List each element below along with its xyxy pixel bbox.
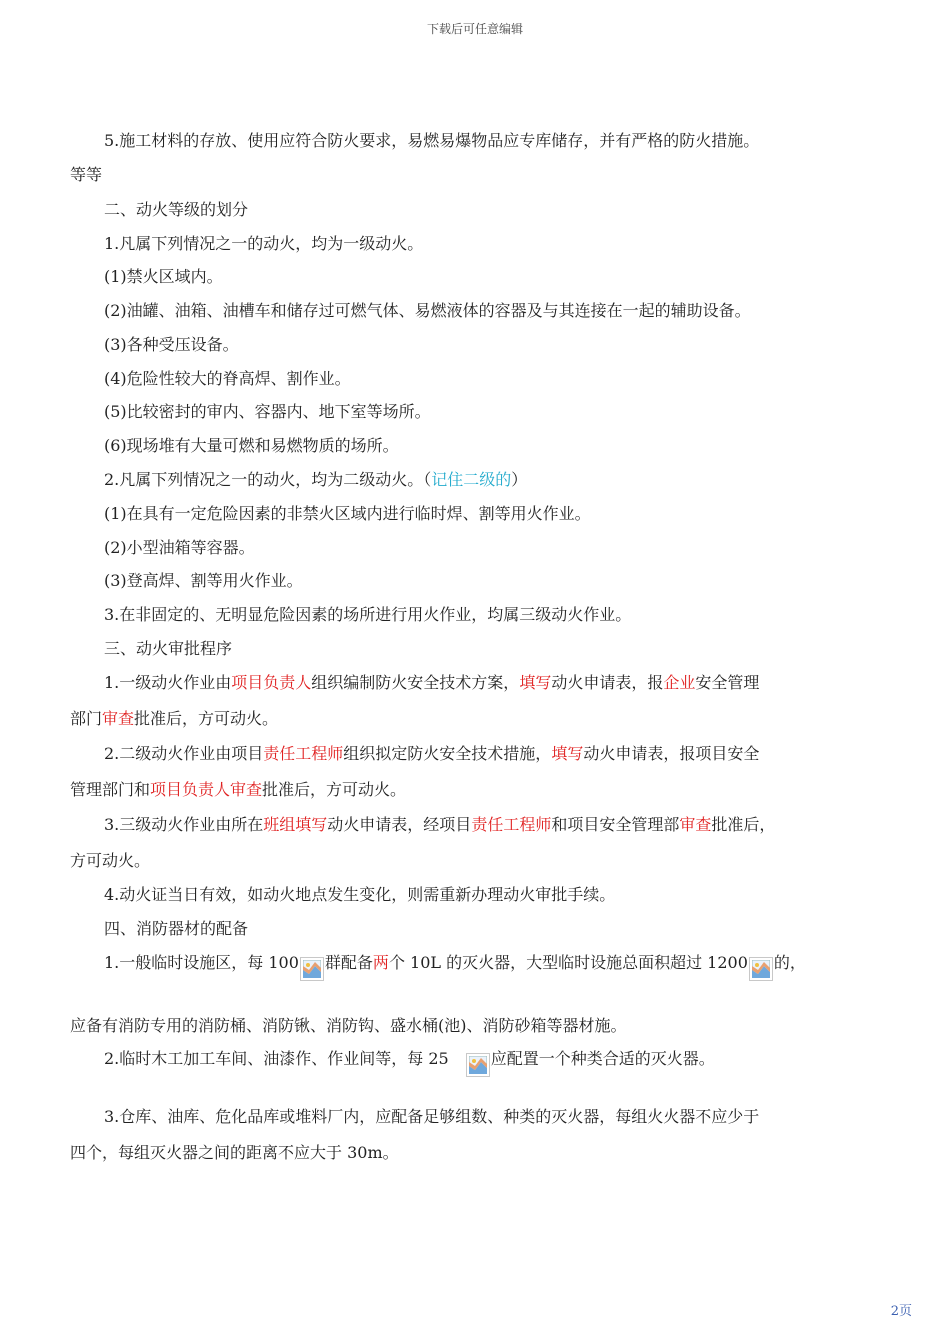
paragraph-line — [104, 953, 924, 981]
list-item: (4)危险性较大的脊高焊、割作业。 — [104, 369, 351, 388]
broken-image-icon — [300, 957, 324, 981]
text-run: 组织编制防火安全技术方案， — [311, 673, 520, 692]
paragraph-line: 应备有消防专用的消防桶、消防锹、消防钩、盛水桶(池)、消防砂箱等器材施。 — [70, 1016, 627, 1035]
text-run: 部门 — [70, 709, 103, 728]
text-run: 群配备 — [324, 953, 373, 972]
text-run: 3.三级动火作业由所在 — [104, 815, 264, 834]
highlight-text: 责任工程师 — [263, 744, 344, 763]
text-run: 动火申请表，报项目安全 — [583, 744, 760, 763]
text-run: 2.临时木工加工车间、油漆作、作业间等，每 25 — [104, 1049, 449, 1068]
text-run: 动火申请表，报 — [551, 673, 664, 692]
text-run: 动火申请表，经项目 — [327, 815, 472, 834]
highlight-text: 项目负责人审查 — [150, 780, 263, 799]
paragraph-line: 等等 — [70, 165, 103, 184]
highlight-text: 两 — [372, 953, 389, 972]
paragraph-line: 方可动火。 — [70, 851, 151, 870]
list-item: (6)现场堆有大量可燃和易燃物质的场所。 — [104, 436, 399, 455]
list-item: (1)禁火区域内。 — [104, 267, 223, 286]
page-header: 下载后可任意编辑 — [426, 22, 523, 36]
text-run: 2.凡属下列情况之一的动火，均为二级动火。（ — [104, 470, 432, 489]
paragraph-line: 四个，每组灭火器之间的距离不应大于 30m。 — [70, 1143, 399, 1162]
list-item: (3)各种受压设备。 — [104, 335, 239, 354]
highlight-text: 责任工程师 — [471, 815, 552, 834]
highlight-text: 班组填写 — [263, 815, 328, 834]
paragraph-line — [104, 673, 924, 693]
paragraph-line: 5.施工材料的存放、使用应符合防火要求，易燃易爆物品应专库储存，并有严格的防火措施。 — [104, 131, 760, 150]
paragraph-line: 3.在非固定的、无明显危险因素的场所进行用火作业，均属三级动火作业。 — [104, 605, 632, 624]
text-run: 管理部门和 — [70, 780, 151, 799]
text-run: 1.一般临时设施区，每 100 — [104, 953, 299, 972]
text-run: 1.一级动火作业由 — [104, 673, 232, 692]
text-run: 和项目安全管理部 — [551, 815, 680, 834]
text-run: ） — [511, 470, 528, 489]
paragraph-line: 3.仓库、油库、危化品库或堆料厂内，应配备足够组数、种类的灭火器，每组火火器不应少于 — [104, 1107, 760, 1126]
list-item: (2)油罐、油箱、油槽车和储存过可燃气体、易燃液体的容器及与其连接在一起的辅助设备。 — [104, 301, 751, 320]
text-run: 个 10L 的灭火器，大型临时设施总面积超过 1200 — [388, 953, 748, 972]
text-run: 组织拟定防火安全技术措施， — [343, 744, 552, 763]
text-run: 批准后，方可动火。 — [262, 780, 407, 799]
highlight-text: 填写 — [551, 744, 584, 763]
text-run: 应配置一个种类合适的灭火器。 — [490, 1049, 715, 1068]
text-run: 批准后，方可动火。 — [134, 709, 279, 728]
highlight-text: 填写 — [519, 673, 552, 692]
list-item: (2)小型油箱等容器。 — [104, 538, 255, 557]
list-item: (3)登高焊、割等用火作业。 — [104, 571, 303, 590]
paragraph-line: 1.凡属下列情况之一的动火，均为一级动火。 — [104, 234, 424, 253]
section-heading: 四、消防器材的配备 — [104, 919, 249, 938]
text-run: 2.二级动火作业由项目 — [104, 744, 264, 763]
highlight-text: 审查 — [679, 815, 712, 834]
paragraph-line — [104, 470, 924, 490]
text-run: 安全管理 — [695, 673, 760, 692]
paragraph-line — [104, 1049, 924, 1077]
text-run: 的， — [773, 953, 806, 972]
broken-image-icon — [749, 957, 773, 981]
highlight-note: 记住二级的 — [431, 470, 512, 489]
highlight-text: 项目负责人 — [231, 673, 312, 692]
page-number: 2页 — [890, 1304, 912, 1319]
section-heading: 三、动火审批程序 — [104, 639, 233, 658]
broken-image-icon — [466, 1053, 490, 1077]
paragraph-line — [70, 780, 890, 800]
list-item: (5)比较密封的审内、容器内、地下室等场所。 — [104, 402, 431, 421]
paragraph-line — [104, 815, 924, 835]
text-run: 批准后， — [711, 815, 776, 834]
list-item: (1)在具有一定危险因素的非禁火区域内进行临时焊、割等用火作业。 — [104, 504, 591, 523]
highlight-text: 审查 — [102, 709, 135, 728]
section-heading: 二、动火等级的划分 — [104, 200, 249, 219]
paragraph-line — [70, 709, 890, 729]
paragraph-line: 4.动火证当日有效，如动火地点发生变化，则需重新办理动火审批手续。 — [104, 885, 616, 904]
paragraph-line — [104, 744, 924, 764]
highlight-text: 企业 — [663, 673, 696, 692]
